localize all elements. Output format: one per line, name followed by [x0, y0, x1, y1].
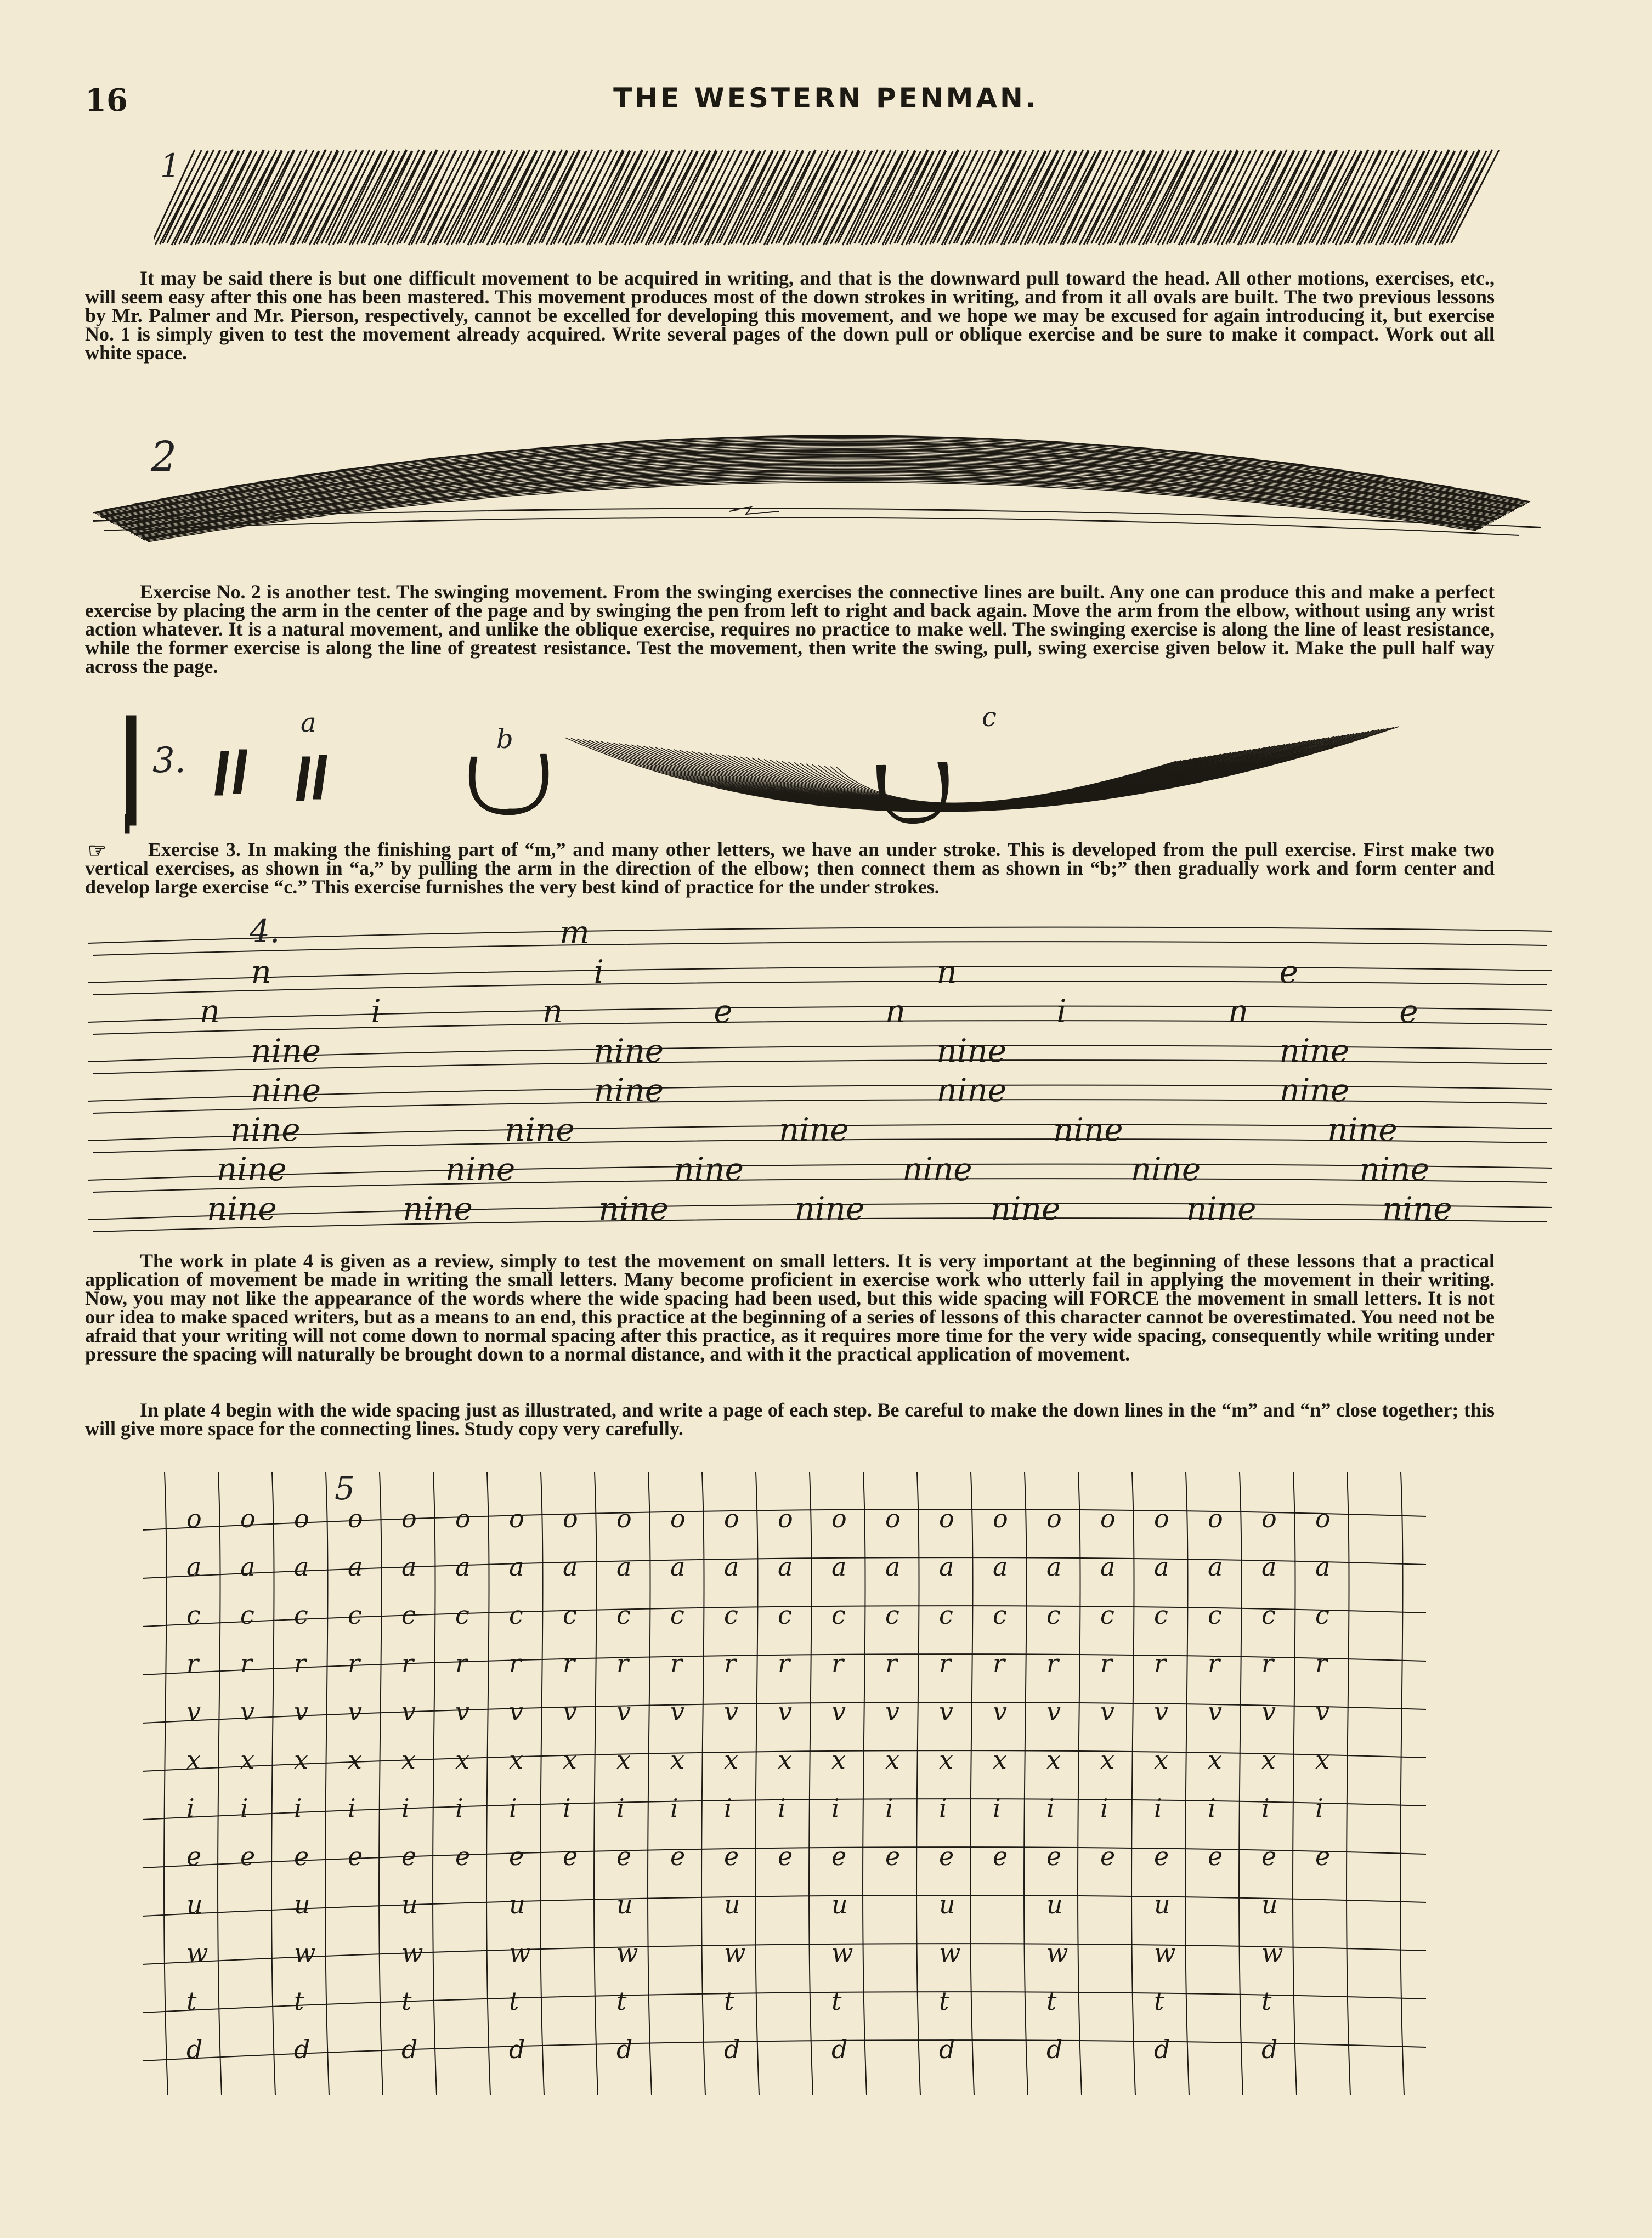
- grid-letter: x: [831, 1745, 846, 1775]
- grid-letter: u: [1046, 1890, 1063, 1919]
- grid-letter: o: [1100, 1504, 1116, 1533]
- grid-letter: a: [778, 1552, 793, 1582]
- grid-letter: x: [563, 1745, 577, 1775]
- grid-letter: e: [831, 1842, 847, 1871]
- grid-letter: x: [670, 1745, 684, 1775]
- grid-letter: d: [1154, 2035, 1170, 2064]
- grid-letter: e: [1154, 1842, 1169, 1871]
- grid-letter: c: [831, 1600, 846, 1630]
- grid-letter: x: [240, 1745, 254, 1775]
- plate-3-understroke-exercise: [110, 705, 1514, 847]
- paragraph-plate-4-instructions: In plate 4 begin with the wide spacing just as illustrated, and write a page of each step. Be careful to make the down lines in the “m” and “n” close together; this will give more space for the connecting lines. Study copy very carefully.: [85, 1399, 1495, 1440]
- script-word: nine: [505, 1111, 575, 1148]
- script-word: nine: [1359, 1151, 1429, 1188]
- grid-letter: e: [1046, 1842, 1062, 1871]
- grid-letter: a: [670, 1552, 686, 1582]
- grid-letters: [186, 1504, 1331, 2064]
- script-word: nine: [1279, 1072, 1350, 1109]
- grid-letter: w: [616, 1938, 638, 1968]
- grid-letter: a: [1046, 1552, 1062, 1582]
- grid-letter: c: [1154, 1600, 1168, 1630]
- grid-letter: w: [939, 1938, 961, 1968]
- grid-connectives: [143, 1509, 1426, 2061]
- grid-letter: v: [186, 1697, 201, 1726]
- page-number: 16: [85, 82, 128, 118]
- script-word: n: [542, 993, 563, 1030]
- grid-letter: c: [1100, 1600, 1114, 1630]
- grid-letter: v: [1315, 1697, 1329, 1726]
- grid-letter: r: [1154, 1648, 1166, 1678]
- plate-2-label: 2: [151, 433, 177, 480]
- grid-letter: v: [939, 1697, 953, 1726]
- grid-letter: w: [724, 1938, 746, 1968]
- grid-letter: c: [509, 1600, 523, 1630]
- grid-letter: a: [939, 1552, 954, 1582]
- grid-letter: e: [1261, 1842, 1277, 1871]
- grid-letter: x: [1046, 1745, 1061, 1775]
- grid-letter: e: [240, 1842, 256, 1871]
- grid-letter: i: [993, 1793, 1001, 1823]
- paragraph-review: The work in plate 4 is given as a review, simply to test the movement on small letters. It is very important at the beginning of these lessons that a practical application of movement be made in writing the small letters. Many become proficient in exercise work who utterly fail in applying the movement in their writing. Now, you may not like the appearance of the words where the wide spacing had been used, but this wide spacing will FORCE the movement in small letters. It is not our idea to make spaced writers, but as a means to an end, this practice at the beginning of a series of lessons of this character cannot be overestimated. You need not be afraid that your writing will not come down to normal spacing after this practice, as it requires more time for the very wide spacing, consequently while writing under pressure the spacing will naturally be brought down to a normal distance, and with it the practical application of movement.: [85, 1250, 1495, 1365]
- grid-letter: v: [563, 1697, 577, 1726]
- script-word: nine: [230, 1111, 301, 1148]
- grid-letter: i: [831, 1793, 840, 1823]
- grid-letter: i: [778, 1793, 786, 1823]
- script-word: n: [251, 953, 271, 990]
- grid-letter: c: [294, 1600, 308, 1630]
- grid-letter: a: [401, 1552, 417, 1582]
- grid-letter: r: [509, 1648, 521, 1678]
- grid-letter: v: [1154, 1697, 1168, 1726]
- grid-letter: i: [509, 1793, 517, 1823]
- grid-letter: i: [1154, 1793, 1162, 1823]
- grid-letter: t: [831, 1986, 842, 2016]
- paragraph-exercise-3: Exercise 3. In making the finishing part of “m,” and many other letters, we have an under stroke. This is developed from the pull exercise. First make two vertical exercises, as shown in “a,” by pulling the arm in the direction of the elbow; then connect them as shown in “b;” then gradually work and form center and develop large exercise “c.” This exercise furnishes the very best kind of practice for the under strokes.: [85, 838, 1495, 898]
- grid-letter: c: [186, 1600, 201, 1630]
- grid-letter: i: [616, 1793, 625, 1823]
- grid-letter: v: [401, 1697, 416, 1726]
- script-word: nine: [251, 1032, 321, 1069]
- grid-letter: u: [1261, 1890, 1278, 1919]
- grid-letter: d: [1261, 2035, 1278, 2064]
- grid-letter: v: [455, 1697, 469, 1726]
- paragraph-exercise-2: Exercise No. 2 is another test. The swinging movement. From the swinging exercises the connective lines are built. Any one can produce this and make a perfect exercise by placing the arm in the center of the page and by swinging the pen from left to right and back again. Move the arm from the elbow, without using any wrist action whatever. It is a natural movement, and unlike the oblique exercise, requires no practice to make well. The swinging exercise is along the line of least resistance, while the former exercise is along the line of greatest resistance. Test the movement, then write the swing, pull, swing exercise given below it. Make the pull half way across the page.: [85, 581, 1495, 677]
- grid-letter: r: [993, 1648, 1005, 1678]
- grid-letter: o: [885, 1504, 901, 1533]
- grid-letter: e: [509, 1842, 524, 1871]
- grid-letter: o: [1261, 1504, 1277, 1533]
- grid-letter: e: [1315, 1842, 1331, 1871]
- grid-letter: a: [1315, 1552, 1331, 1582]
- grid-letter: t: [509, 1986, 519, 2016]
- grid-letter: x: [1261, 1745, 1276, 1775]
- grid-letter: x: [401, 1745, 416, 1775]
- grid-letter: r: [294, 1648, 306, 1678]
- grid-letter: d: [294, 2035, 310, 2064]
- grid-letter: v: [240, 1697, 254, 1726]
- script-word: nine: [1130, 1151, 1201, 1188]
- grid-letter: c: [1208, 1600, 1222, 1630]
- plate-2-swing-exercise: [82, 384, 1552, 581]
- script-word: e: [1279, 953, 1298, 990]
- grid-letter: i: [724, 1793, 732, 1823]
- grid-letter: o: [939, 1504, 954, 1533]
- grid-letter: e: [616, 1842, 632, 1871]
- exercise-c-fan: [565, 727, 1399, 812]
- grid-letter: x: [455, 1745, 469, 1775]
- grid-letter: t: [616, 1986, 627, 2016]
- script-word: nine: [1279, 1032, 1350, 1069]
- grid-letter: o: [831, 1504, 847, 1533]
- grid-letter: v: [1046, 1697, 1061, 1726]
- script-word: nine: [445, 1151, 516, 1188]
- grid-letter: i: [186, 1793, 195, 1823]
- grid-letter: r: [939, 1648, 951, 1678]
- grid-letter: w: [294, 1938, 316, 1968]
- grid-letter: o: [616, 1504, 632, 1533]
- grid-letter: x: [1208, 1745, 1222, 1775]
- script-word: nine: [593, 1032, 664, 1069]
- grid-letter: e: [885, 1842, 901, 1871]
- grid-letter: a: [616, 1552, 632, 1582]
- grid-letter: u: [724, 1890, 740, 1919]
- grid-letter: x: [616, 1745, 631, 1775]
- grid-letter: u: [1154, 1890, 1170, 1919]
- grid-letter: e: [186, 1842, 202, 1871]
- plate-3-label-b: b: [496, 724, 513, 755]
- grid-letter: w: [1154, 1938, 1176, 1968]
- plate-1-label: 1: [160, 147, 180, 184]
- script-word: nine: [207, 1190, 277, 1227]
- grid-letter: i: [1100, 1793, 1108, 1823]
- grid-letter: r: [670, 1648, 682, 1678]
- script-word: nine: [598, 1190, 669, 1227]
- grid-letter: o: [1315, 1504, 1331, 1533]
- grid-letter: c: [778, 1600, 792, 1630]
- grid-letter: o: [1208, 1504, 1223, 1533]
- script-word: nine: [990, 1190, 1061, 1227]
- exercise-b-loop: [469, 754, 547, 814]
- grid-letter: x: [993, 1745, 1007, 1775]
- grid-letter: a: [509, 1552, 524, 1582]
- grid-letter: o: [240, 1504, 256, 1533]
- grid-letter: r: [563, 1648, 575, 1678]
- grid-letter: c: [401, 1600, 416, 1630]
- grid-letter: w: [1046, 1938, 1068, 1968]
- grid-letter: v: [348, 1697, 362, 1726]
- grid-letter: d: [831, 2035, 848, 2064]
- grid-letter: o: [294, 1504, 309, 1533]
- script-word: n: [885, 993, 906, 1030]
- grid-letter: r: [724, 1648, 736, 1678]
- grid-letter: r: [616, 1648, 629, 1678]
- grid-letter: x: [1154, 1745, 1168, 1775]
- grid-letter: x: [885, 1745, 899, 1775]
- grid-letter: e: [401, 1842, 417, 1871]
- grid-letter: v: [1208, 1697, 1222, 1726]
- plate-5-letter-grid: [132, 1464, 1459, 2106]
- script-word: e: [1399, 993, 1418, 1030]
- grid-letter: a: [1100, 1552, 1116, 1582]
- grid-letter: w: [401, 1938, 423, 1968]
- grid-letter: r: [348, 1648, 360, 1678]
- grid-letter: d: [401, 2035, 418, 2064]
- grid-letter: v: [993, 1697, 1007, 1726]
- grid-letter: v: [670, 1697, 684, 1726]
- grid-letter: v: [509, 1697, 523, 1726]
- grid-letter: d: [186, 2035, 203, 2064]
- grid-letter: r: [401, 1648, 414, 1678]
- grid-letter: o: [993, 1504, 1008, 1533]
- running-head: THE WESTERN PENMAN.: [613, 82, 1039, 114]
- script-word: nine: [1186, 1190, 1257, 1227]
- script-word: n: [199, 993, 220, 1030]
- script-word: nine: [1053, 1111, 1123, 1148]
- grid-letter: r: [1208, 1648, 1220, 1678]
- script-word: nine: [1327, 1111, 1398, 1148]
- grid-letter: v: [885, 1697, 899, 1726]
- grid-letter: r: [240, 1648, 252, 1678]
- grid-letter: x: [778, 1745, 792, 1775]
- script-word: nine: [779, 1111, 849, 1148]
- grid-letter: r: [1100, 1648, 1112, 1678]
- swing-curves: [93, 436, 1530, 542]
- grid-letter: x: [186, 1745, 201, 1775]
- grid-letter: w: [186, 1938, 208, 1968]
- grid-letter: t: [186, 1986, 197, 2016]
- grid-letter: x: [294, 1745, 308, 1775]
- script-word: nine: [794, 1190, 865, 1227]
- grid-letter: x: [1315, 1745, 1329, 1775]
- grid-letter: c: [563, 1600, 577, 1630]
- grid-letter: c: [670, 1600, 684, 1630]
- grid-letter: v: [778, 1697, 792, 1726]
- grid-letter: x: [1100, 1745, 1114, 1775]
- grid-letter: e: [670, 1842, 686, 1871]
- grid-letter: e: [294, 1842, 309, 1871]
- grid-letter: c: [1046, 1600, 1061, 1630]
- script-word: n: [1227, 993, 1249, 1030]
- grid-letter: x: [509, 1745, 523, 1775]
- grid-letter: w: [509, 1938, 531, 1968]
- grid-letter: r: [186, 1648, 199, 1678]
- grid-letter: c: [724, 1600, 738, 1630]
- grid-letter: a: [240, 1552, 256, 1582]
- pointing-hand-icon: ☞: [88, 838, 107, 863]
- grid-letter: e: [1100, 1842, 1116, 1871]
- grid-letter: c: [939, 1600, 953, 1630]
- grid-letter: t: [401, 1986, 412, 2016]
- grid-letter: t: [1046, 1986, 1057, 2016]
- script-word: nine: [593, 1072, 664, 1109]
- grid-letter: c: [616, 1600, 631, 1630]
- script-word: e: [714, 993, 733, 1030]
- script-word: nine: [217, 1151, 287, 1188]
- grid-letter: v: [831, 1697, 846, 1726]
- plate-4-word-drill: [82, 910, 1563, 1239]
- grid-letter: v: [616, 1697, 631, 1726]
- grid-letter: u: [616, 1890, 633, 1919]
- grid-letter: i: [1046, 1793, 1055, 1823]
- grid-letter: u: [294, 1890, 310, 1919]
- script-word: nine: [936, 1032, 1007, 1069]
- grid-letter: u: [831, 1890, 848, 1919]
- grid-letter: i: [1315, 1793, 1323, 1823]
- grid-letter: x: [939, 1745, 953, 1775]
- grid-letter: o: [724, 1504, 739, 1533]
- grid-letter: r: [455, 1648, 467, 1678]
- grid-letter: a: [993, 1552, 1008, 1582]
- script-word: nine: [251, 1072, 321, 1109]
- grid-letter: d: [509, 2035, 525, 2064]
- grid-letter: u: [939, 1890, 955, 1919]
- oblique-strokes: [154, 150, 1499, 245]
- grid-letter: a: [186, 1552, 202, 1582]
- grid-letter: c: [1315, 1600, 1329, 1630]
- grid-letter: t: [294, 1986, 304, 2016]
- script-word: nine: [936, 1072, 1007, 1109]
- grid-letter: i: [1261, 1793, 1270, 1823]
- grid-letter: a: [1154, 1552, 1169, 1582]
- script-word: nine: [674, 1151, 744, 1188]
- grid-letter: t: [1261, 1986, 1272, 2016]
- script-word: nine: [1382, 1190, 1452, 1227]
- paragraph-exercise-1: It may be said there is but one difficult movement to be acquired in writing, and that is the downward pull toward the head. All other motions, exercises, etc., will seem easy after this one has been mastered. This movement produces most of the down strokes in writing, and from it all ovals are built. The two previous lessons by Mr. Palmer and Mr. Pierson, respectively, cannot be excelled for developing this movement, and we hope we may be excused for again introducing it, but exercise No. 1 is simply given to test the movement already acquired. Write several pages of the down pull or oblique exercise and be sure to make it compact. Work out all white space.: [85, 267, 1495, 364]
- script-word: i: [593, 953, 604, 990]
- grid-letter: o: [186, 1504, 202, 1533]
- grid-letter: c: [885, 1600, 899, 1630]
- grid-letter: a: [348, 1552, 363, 1582]
- grid-letter: r: [778, 1648, 790, 1678]
- grid-letter: e: [563, 1842, 578, 1871]
- grid-letter: e: [939, 1842, 954, 1871]
- grid-letter: o: [455, 1504, 471, 1533]
- grid-letter: c: [348, 1600, 362, 1630]
- grid-letter: v: [1261, 1697, 1276, 1726]
- grid-letter: o: [563, 1504, 578, 1533]
- grid-letter: u: [509, 1890, 525, 1919]
- grid-letter: d: [1046, 2035, 1063, 2064]
- grid-letter: t: [1154, 1986, 1164, 2016]
- grid-letter: w: [831, 1938, 853, 1968]
- grid-letter: i: [455, 1793, 463, 1823]
- plate-3-label: 3.: [152, 740, 186, 781]
- grid-letter: x: [348, 1745, 362, 1775]
- grid-letter: r: [1046, 1648, 1059, 1678]
- grid-letter: i: [885, 1793, 893, 1823]
- grid-letter: i: [1208, 1793, 1216, 1823]
- grid-letter: i: [939, 1793, 947, 1823]
- script-word: n: [936, 953, 957, 990]
- grid-letter: a: [885, 1552, 901, 1582]
- grid-letter: d: [724, 2035, 740, 2064]
- grid-letter: a: [294, 1552, 309, 1582]
- grid-letter: o: [348, 1504, 363, 1533]
- grid-letter: e: [778, 1842, 793, 1871]
- plate-3-label-a: a: [301, 707, 316, 738]
- plate-1-oblique-exercise: [154, 145, 1525, 250]
- grid-letter: i: [294, 1793, 302, 1823]
- grid-letter: i: [240, 1793, 248, 1823]
- grid-letter: r: [831, 1648, 844, 1678]
- grid-letter: e: [724, 1842, 739, 1871]
- grid-letter: a: [831, 1552, 847, 1582]
- script-word: m: [559, 914, 590, 951]
- grid-letter: a: [724, 1552, 739, 1582]
- plate-3-label-c: c: [982, 702, 997, 733]
- grid-letter: u: [401, 1890, 418, 1919]
- grid-letter: d: [939, 2035, 955, 2064]
- grid-letter: t: [724, 1986, 734, 2016]
- script-word: i: [371, 993, 381, 1030]
- grid-letter: i: [563, 1793, 571, 1823]
- plate-4-label: 4.: [250, 913, 280, 950]
- grid-letter: i: [348, 1793, 356, 1823]
- grid-letter: c: [240, 1600, 254, 1630]
- grid-letter: o: [1154, 1504, 1169, 1533]
- grid-letter: c: [1261, 1600, 1276, 1630]
- grid-letter: c: [455, 1600, 469, 1630]
- grid-letter: e: [348, 1842, 363, 1871]
- grid-letter: o: [778, 1504, 793, 1533]
- grid-letter: r: [1315, 1648, 1327, 1678]
- script-word: i: [1056, 993, 1067, 1030]
- grid-letter: i: [401, 1793, 410, 1823]
- grid-letter: x: [724, 1745, 738, 1775]
- grid-letter: o: [401, 1504, 417, 1533]
- grid-letter: o: [509, 1504, 524, 1533]
- grid-letter: o: [1046, 1504, 1062, 1533]
- grid-letter: r: [1261, 1648, 1274, 1678]
- grid-letter: a: [563, 1552, 578, 1582]
- grid-letter: e: [993, 1842, 1008, 1871]
- grid-letter: a: [1208, 1552, 1223, 1582]
- grid-letter: c: [993, 1600, 1007, 1630]
- grid-letter: d: [616, 2035, 633, 2064]
- script-word: nine: [902, 1151, 972, 1188]
- grid-letter: r: [885, 1648, 897, 1678]
- grid-letter: w: [1261, 1938, 1283, 1968]
- grid-letter: o: [670, 1504, 686, 1533]
- script-words: [200, 914, 1452, 1227]
- grid-letter: e: [455, 1842, 471, 1871]
- grid-letter: e: [1208, 1842, 1223, 1871]
- grid-letter: a: [455, 1552, 471, 1582]
- grid-letter: v: [294, 1697, 308, 1726]
- grid-letter: t: [939, 1986, 949, 2016]
- grid-letter: v: [724, 1697, 738, 1726]
- grid-letter: i: [670, 1793, 678, 1823]
- script-word: nine: [403, 1190, 473, 1227]
- grid-letter: v: [1100, 1697, 1114, 1726]
- plate-5-label: 5: [335, 1470, 355, 1507]
- grid-letter: u: [186, 1890, 203, 1919]
- grid-letter: a: [1261, 1552, 1277, 1582]
- exercise-c-center: [878, 762, 948, 823]
